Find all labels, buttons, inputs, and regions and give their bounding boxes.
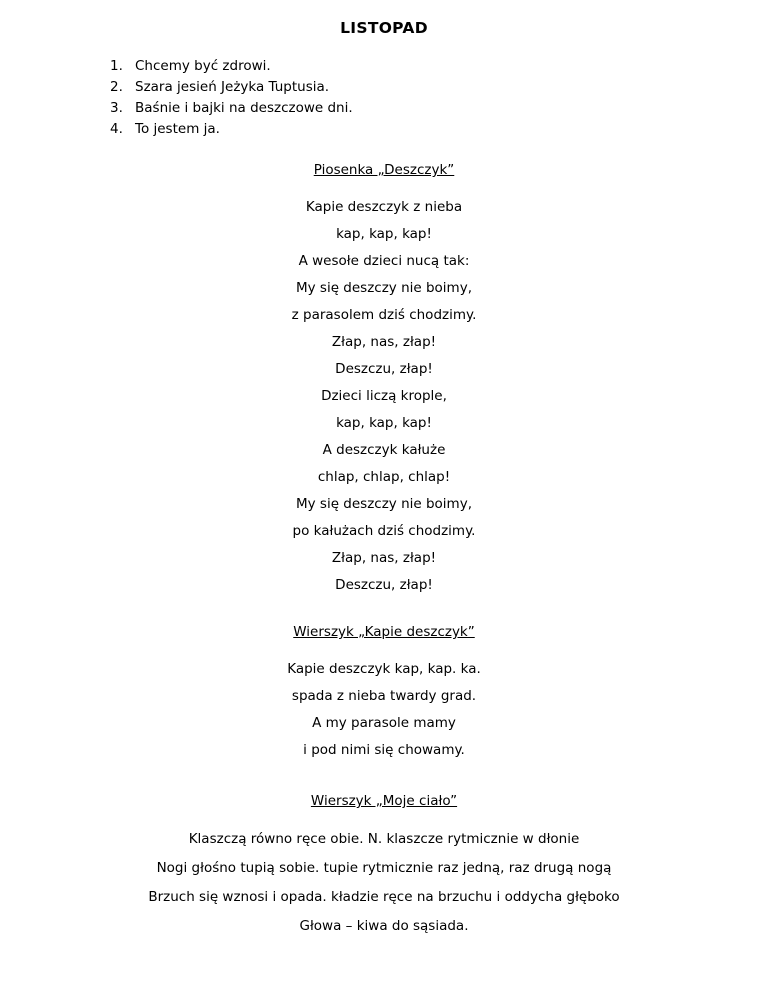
topic-text: Chcemy być zdrowi. (135, 58, 271, 74)
poem-body-section (0, 788, 768, 941)
song-line: Złap, nas, złap! (331, 550, 437, 566)
page-title: LISTOPAD (340, 19, 428, 37)
topic-list (110, 56, 353, 140)
song-line: A deszczyk kałuże (322, 442, 446, 458)
song-line: z parasolem dziś chodzimy. (291, 307, 477, 323)
topic-number: 2. (110, 79, 123, 95)
topic-number: 4. (110, 121, 123, 137)
topic-item (110, 119, 353, 140)
topic-text: Baśnie i bajki na deszczowe dni. (135, 100, 353, 116)
poem-rain-section (0, 619, 768, 764)
song-line: kap, kap, kap! (336, 226, 432, 242)
poem-body-heading: Wierszyk „Moje ciało” (310, 793, 458, 809)
song-line: Deszczu, złap! (335, 577, 433, 593)
song-line: Dzieci liczą krople, (321, 388, 447, 404)
poem-rain-line: A my parasole mamy (312, 715, 456, 731)
poem-rain-line: spada z nieba twardy grad. (291, 688, 477, 704)
song-line: kap, kap, kap! (336, 415, 432, 431)
topic-text: Szara jesień Jeżyka Tuptusia. (135, 79, 330, 95)
topic-item (110, 56, 353, 77)
song-line: My się deszczy nie boimy, (295, 280, 472, 296)
poem-body-line: Głowa – kiwa do sąsiada. (299, 918, 469, 934)
topic-item (110, 98, 353, 119)
poem-rain-heading: Wierszyk „Kapie deszczyk” (293, 624, 475, 640)
song-line: chlap, chlap, chlap! (317, 469, 451, 485)
song-line: A wesołe dzieci nucą tak: (298, 253, 470, 269)
poem-body-line: Nogi głośno tupią sobie. tupie rytmicznie raz jedną, raz drugą nogą (156, 860, 612, 876)
song-line: po kałużach dziś chodzimy. (292, 523, 476, 539)
song-line: My się deszczy nie boimy, (295, 496, 472, 512)
topic-item (110, 77, 353, 98)
poem-rain-line: Kapie deszczyk kap, kap. ka. (287, 661, 481, 677)
poem-body-line: Klaszczą równo ręce obie. N. klaszcze rytmicznie w dłonie (188, 831, 580, 847)
song-line: Złap, nas, złap! (331, 334, 437, 350)
song-section (0, 157, 768, 599)
song-line: Deszczu, złap! (335, 361, 433, 377)
poem-rain-line: i pod nimi się chowamy. (303, 742, 465, 758)
poem-body-line: Brzuch się wznosi i opada. kładzie ręce na brzuchu i oddycha głęboko (148, 889, 620, 905)
song-heading: Piosenka „Deszczyk” (313, 162, 455, 178)
topic-number: 3. (110, 100, 123, 116)
song-line: Kapie deszczyk z nieba (305, 199, 463, 215)
topic-number: 1. (110, 58, 123, 74)
topic-text: To jestem ja. (135, 121, 220, 137)
